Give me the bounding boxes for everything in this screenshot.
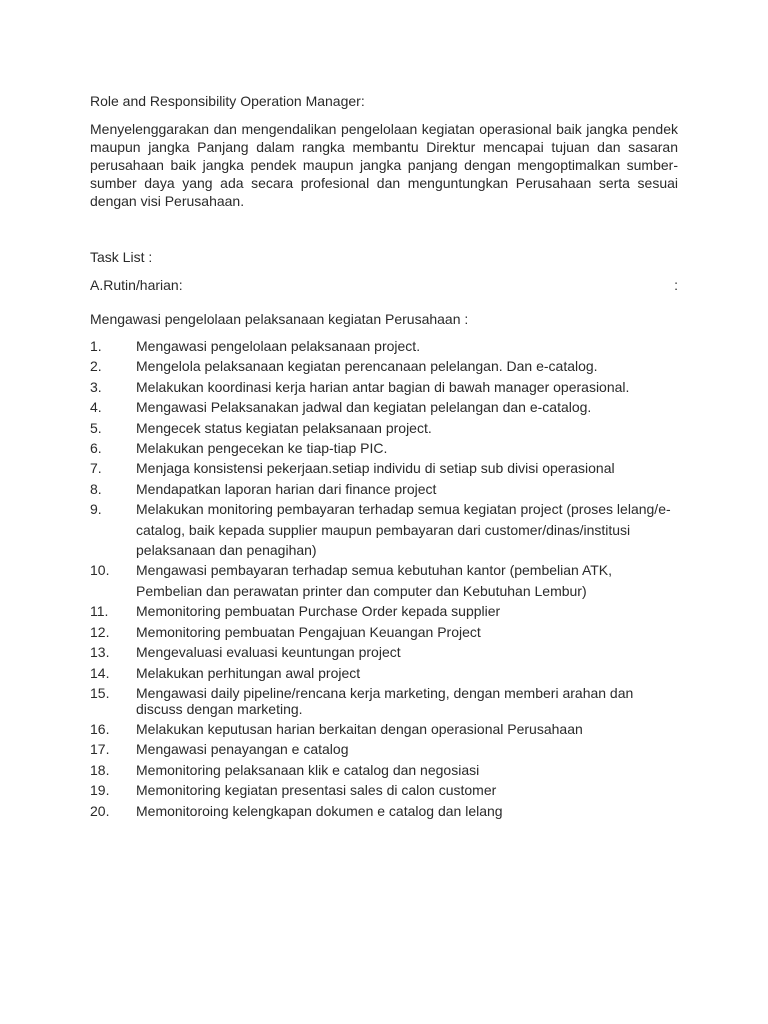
section-a-label: A.Rutin/harian: [90,277,183,293]
intro-paragraph: Menyelenggarakan dan mengendalikan pengelolaan kegiatan operasional baik jangka pendek maupun jangka Panjang dalam rangka membantu Direktur mencapai tujuan dan sasaran perusahaan baik jangka pendek maupun jangka panjang dengan mengoptimalkan sumber-sumber daya yang ada secara profesional dan menguntungkan Perusahaan serta sesuai dengan visi Perusahaan. [90,121,678,209]
task-number: 15. [90,684,110,701]
task-text: Melakukan monitoring pembayaran terhadap semua kegiatan project (proses lelang/e-catalog, baik kepada supplier maupun pembayaran dari customer/dinas/institusi pelaksanaan dan penagihan) [136,501,671,559]
task-number: 5. [90,419,102,436]
task-number: 11. [90,603,109,620]
task-text: Memonitoring pembuatan Pengajuan Keuangan Project [136,623,481,640]
task-number: 7. [90,460,102,477]
task-text: Mengelola pelaksanaan kegiatan perencanaan pelelangan. Dan e-catalog. [136,358,598,375]
task-number: 16. [90,720,110,737]
task-number: 18. [90,761,110,778]
task-number: 8. [90,480,102,497]
task-item [90,685,678,717]
task-number: 14. [90,664,110,681]
task-item [90,479,678,499]
task-number: 9. [90,501,102,518]
task-text: Memonitoring pelaksanaan klik e catalog dan negosiasi [136,761,480,778]
task-text: Mengawasi pengelolaan pelaksanaan project. [136,338,421,354]
task-item [90,622,678,642]
task-number: 6. [90,440,102,457]
task-list-title: Task List : [90,249,153,265]
task-item [90,780,678,800]
task-list [90,336,678,821]
task-item [90,499,678,560]
task-text: Mendapatkan laporan harian dari finance project [136,480,437,497]
task-item [90,719,678,739]
task-item [90,336,678,356]
task-item [90,801,678,821]
task-number: 4. [90,399,102,416]
task-item [90,642,678,662]
task-number: 20. [90,802,110,819]
task-item [90,458,678,478]
task-text: Mengevaluasi evaluasi keuntungan project [136,644,401,661]
task-item [90,760,678,780]
task-item [90,418,678,438]
task-number: 2. [90,358,102,375]
task-item [90,438,678,458]
task-number: 10. [90,562,110,579]
task-item [90,377,678,397]
task-item [90,739,678,759]
task-item [90,560,678,601]
task-number: 19. [90,782,110,799]
task-text: Mengawasi daily pipeline/rencana kerja marketing, dengan memberi arahan dan discuss dengan marketing. [136,684,634,717]
task-text: Melakukan pengecekan ke tiap-tiap PIC. [136,440,388,457]
task-text: Memonitoroing kelengkapan dokumen e catalog dan lelang [136,802,503,819]
task-number: 17. [90,741,110,758]
task-number: 3. [90,378,102,395]
document-page [90,92,678,821]
task-text: Mengecek status kegiatan pelaksanaan project. [136,419,432,436]
task-text: Melakukan keputusan harian berkaitan dengan operasional Perusahaan [136,720,583,737]
section-a-line [90,276,678,294]
task-number: 12. [90,623,110,640]
task-item [90,356,678,376]
task-subheading: Mengawasi pengelolaan pelaksanaan kegiatan Perusahaan : [90,311,469,327]
task-text: Melakukan perhitungan awal project [136,664,361,681]
task-number: 1. [90,338,102,354]
task-text: Memonitoring kegiatan presentasi sales di calon customer [136,782,497,799]
task-text: Melakukan koordinasi kerja harian antar bagian di bawah manager operasional. [136,378,630,395]
task-text: Mengawasi penayangan e catalog [136,741,349,758]
task-item [90,397,678,417]
task-text: Mengawasi pembayaran terhadap semua kebutuhan kantor (pembelian ATK, Pembelian dan perawatan printer dan computer dan Kebutuhan Lembur) [136,562,613,599]
task-text: Menjaga konsistensi pekerjaan.setiap individu di setiap sub divisi operasional [136,460,615,477]
task-text: Memonitoring pembuatan Purchase Order kepada supplier [136,603,501,620]
document-title: Role and Responsibility Operation Manager: [90,93,365,109]
task-text: Mengawasi Pelaksanakan jadwal dan kegiatan pelelangan dan e-catalog. [136,399,592,416]
task-item [90,601,678,621]
task-number: 13. [90,644,110,661]
section-a-colon: : [674,277,678,293]
task-item [90,663,678,683]
